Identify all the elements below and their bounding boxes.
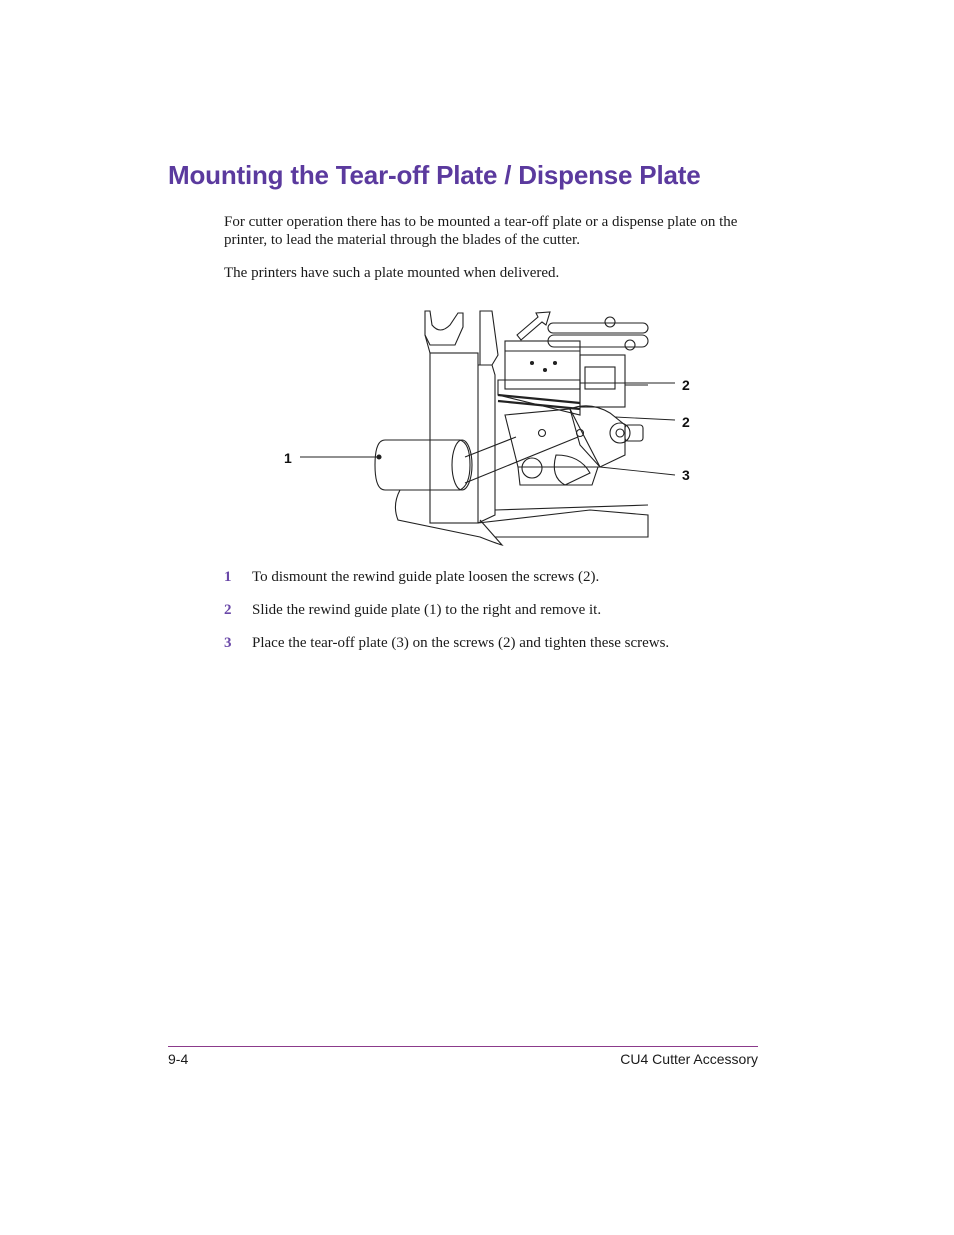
page-title: Mounting the Tear-off Plate / Dispense Plate — [168, 160, 701, 190]
step-number: 3 — [224, 635, 232, 651]
footer-page-number: 9-4 — [168, 1051, 189, 1067]
footer-divider — [168, 1046, 758, 1047]
intro-paragraph: For cutter operation there has to be mounted a tear-off plate or a dispense plate on the printer, to lead the material through the blades of the cutter. — [224, 214, 738, 248]
delivery-note-paragraph: The printers have such a plate mounted when delivered. — [224, 265, 560, 281]
printer-plate-illustration — [280, 305, 700, 550]
procedure-steps — [224, 568, 784, 667]
step-text: Place the tear-off plate (3) on the screws (2) and tighten these screws. — [252, 635, 670, 651]
rewind-guide-plate-drawing — [375, 437, 578, 545]
step-item — [224, 634, 784, 667]
step-number: 2 — [224, 602, 232, 618]
step-text: Slide the rewind guide plate (1) to the right and remove it. — [252, 602, 602, 618]
printer-frame-drawing — [425, 311, 648, 537]
callout-1-label: 1 — [284, 450, 292, 466]
callout-2-lower-label: 2 — [682, 414, 690, 430]
step-number: 1 — [224, 569, 232, 585]
callout-2-top-label: 2 — [682, 377, 690, 393]
footer-doc-title: CU4 Cutter Accessory — [620, 1051, 758, 1067]
step-item — [224, 568, 784, 601]
step-text: To dismount the rewind guide plate loosen the screws (2). — [252, 569, 600, 585]
callout-3-label: 3 — [682, 467, 690, 483]
step-item — [224, 601, 784, 634]
